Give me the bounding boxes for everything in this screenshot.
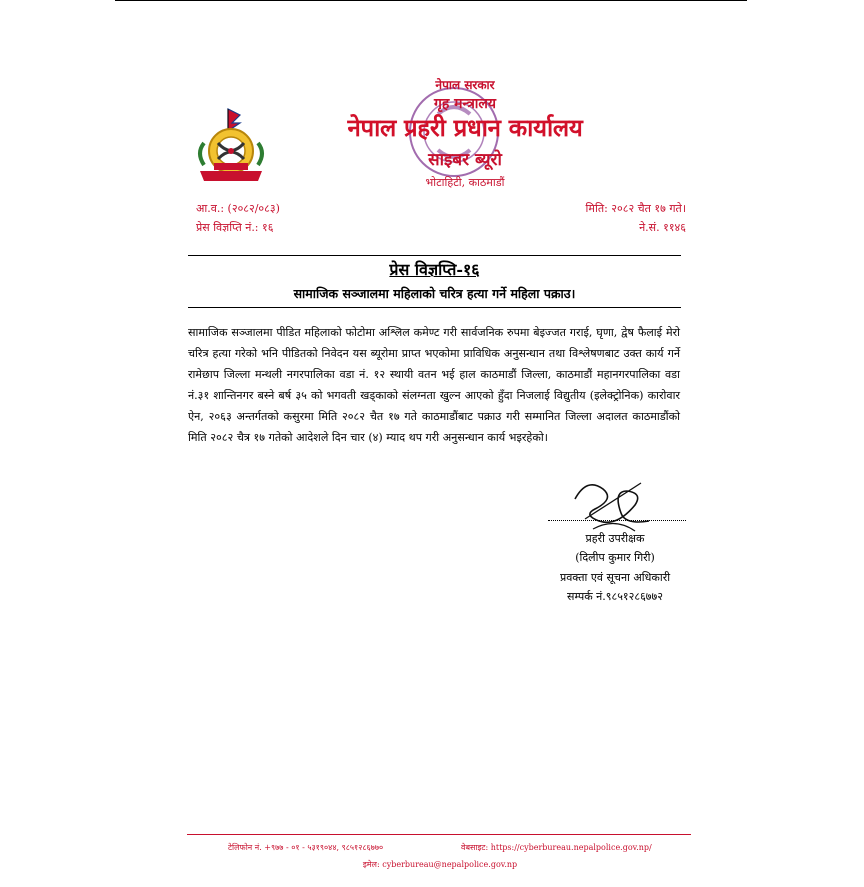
signatory-name: (दिलीप कुमार गिरी)	[575, 551, 655, 564]
bureau-title: साइबर ब्यूरो	[428, 150, 502, 170]
ministry-label: गृह मन्त्रालय	[433, 96, 497, 112]
top-border-line	[115, 0, 747, 1]
footer-email-link[interactable]: cyberbureau@nepalpolice.gov.np	[382, 860, 518, 869]
footer-email-label: इमेल:	[362, 860, 380, 869]
press-release-title	[188, 258, 681, 280]
government-label: नेपाल सरकार	[435, 78, 495, 92]
nepal-police-emblem-icon	[190, 103, 272, 185]
signature-line	[548, 520, 686, 521]
footer-website-link[interactable]: https://cyberbureau.nepalpolice.gov.np/	[490, 843, 652, 852]
footer-website	[461, 842, 652, 853]
divider-top	[188, 255, 681, 256]
office-address: भोटाहिटी, काठमाडौं	[425, 176, 505, 189]
press-release-title-text: प्रेस विज्ञप्ति-१६	[389, 260, 480, 279]
signatory-rank: प्रहरी उपरीक्षक	[585, 532, 645, 545]
signatory-contact: सम्पर्क नं.९८५१२८६७७२	[567, 590, 663, 603]
divider-bottom	[188, 307, 681, 308]
footer-divider	[187, 834, 691, 835]
handwritten-signature	[565, 469, 655, 537]
fiscal-year: आ.व.: (२०८२/०८३)	[196, 202, 280, 215]
registration-number: ने.सं. ११४६	[639, 221, 686, 234]
footer-phone: टेलिफोन नं. +९७७ - ०१ - ५३१९०४४, ९८५१२८६७७०	[228, 843, 384, 852]
press-release-subtitle: सामाजिक सञ्जालमा महिलाको चरित्र हत्या गर्ने महिला पक्राउ।	[293, 286, 576, 301]
headquarters-title: नेपाल प्रहरी प्रधान कार्यालय	[347, 113, 583, 142]
press-release-number: प्रेस विज्ञप्ति नं.: १६	[196, 221, 274, 234]
footer-email-row	[190, 859, 690, 870]
signatory-role: प्रवक्ता एवं सूचना अधिकारी	[559, 571, 671, 584]
footer-website-label: वेबसाइट:	[461, 843, 489, 852]
issue-date: मिति: २०८२ चैत १७ गते।	[585, 202, 686, 215]
press-release-body: सामाजिक सञ्जालमा पीडित महिलाको फोटोमा अश्लिल कमेण्ट गरी सार्वजनिक रुपमा बेइज्जत गराई, घृणा, द्वेष फैलाई मेरो चरित्र हत्या गरेको भनि पीडितको निवेदन यस ब्यूरोमा प्राप्त भएकोमा प्राविधिक अनुसन्धान तथा विश्लेषणबाट उक्त कार्य गर्ने रामेछाप जिल्ला मन्थली नगरपालिका वडा नं. १२ स्थायी वतन भई हाल काठमाडौं जिल्ला, काठमाडौं महानगरपालिका वडा नं.३१ शान्तिनगर बस्ने बर्ष ३५ को भगवती खड्काको संलग्नता खुल्न आएको हुँदा निजलाई विद्युतीय (इलेक्ट्रोनिक) कारोवार ऐन, २०६३ अन्तर्गतको कसुरमा मिति २०८२ चैत १७ गते काठमाडौंबाट पक्राउ गरी सम्मानित जिल्ला अदालत काठमाडौंको मिति २०८२ चैत्र १७ गतेको आदेशले दिन चार (४) म्याद थप गरी अनुसन्धान कार्य भइरहेको।	[188, 326, 680, 444]
